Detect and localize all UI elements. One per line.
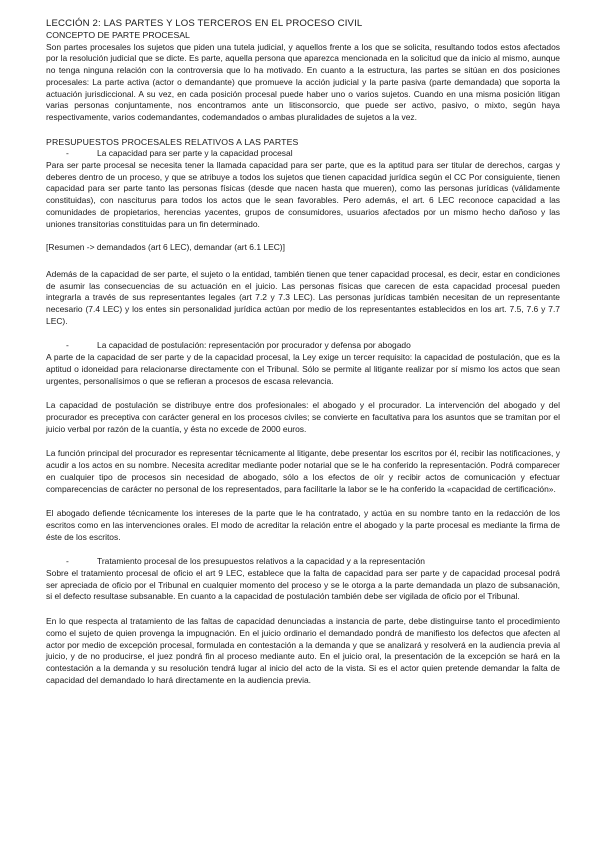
bullet-dash: - (66, 556, 69, 567)
bullet-dash: - (66, 340, 69, 351)
paragraph-capacidad-procesal: Además de la capacidad de ser parte, el sujeto o la entidad, también tienen que tener capacidad procesal, es decir, estar en condiciones de asumir las consecuencias de su actuación en el juicio. Las personas físicas que carecen de esta capacidad procesal pueden integrarla a través de sus representantes legales (art 7.2 y 7.3 LEC). Las personas jurídicas también necesitan de un representante necesario (7.4 LEC) y los entes sin personalidad jurídica actúan por medio de los representantes establecidos en los art. 7.5, 7.6 y 7.7 LEC). (46, 268, 560, 326)
bullet-label: La capacidad para ser parte y la capacidad procesal (97, 148, 293, 159)
paragraph-abogado: El abogado defiende técnicamente los intereses de la parte que le ha contratado, y actúa en su nombre tanto en la redacción de los escritos como en las intervenciones orales. El modo de acreditar la relación entre el abogado y la parte procesal es mediante la firma de éste de los escritos. (46, 508, 560, 542)
lesson-title: LECCIÓN 2: LAS PARTES Y LOS TERCEROS EN EL PROCESO CIVIL (46, 18, 363, 29)
bullet-label: Tratamiento procesal de los presupuestos relativos a la capacidad y a la representación (97, 556, 425, 567)
bullet-dash: - (66, 148, 69, 159)
paragraph-tratamiento: Sobre el tratamiento procesal de oficio el art 9 LEC, establece que la falta de capacidad para ser parte y de capacidad procesal podrá ser apreciada de oficio por el Tribunal en cualquier momento del proceso y se le otorga a la parte demandada un plazo de subsanación, si el defecto resultase subsanable. En cuanto a la capacidad de postulación también debe ser vigilada de oficio por el Tribunal. (46, 568, 560, 602)
paragraph-profesionales: La capacidad de postulación se distribuye entre dos profesionales: el abogado y el procurador. La intervención del abogado y del procurador es preceptiva con carácter general en los procesos civiles; se convierte en facultativa para los asuntos que se tramitan por el juicio verbal por razón de la cuantía, y ésta no excede de 2000 euros. (46, 400, 560, 434)
paragraph-instancia-parte: En lo que respecta al tratamiento de las faltas de capacidad denunciadas a instancia de parte, debe distinguirse tanto el procedimiento como el sujeto de quien provenga la impugnación. En el juicio ordinario el demandado pondrá de manifiesto los defectos que afecten al actor por medio de excepción procesal, formulada en contestación a la demanda y que se analizará y resolverá en la audiencia previa al juicio, y de no producirse, el juez pondrá fin al proceso mediante auto. En el juicio oral, la presentación de la excepción se hará en la contestación a la demanda y su resolución tendrá lugar al inicio del acto de la vista. Si es el actor quien pretende demandar la falta de capacidad del demandado lo hará directamente en la audiencia previa. (46, 616, 560, 685)
paragraph-postulacion: A parte de la capacidad de ser parte y de la capacidad procesal, la Ley exige un tercer requisito: la capacidad de postulación, que es la aptitud o idoneidad para relacionarse directamente con el Tribunal. Sólo se permite al litigante realizar por sí mismo los actos que sean urgentes, personalísimos o que se refieran a procesos de escasa relevancia. (46, 352, 560, 386)
bullet-label: La capacidad de postulación: representación por procurador y defensa por abogado (97, 340, 411, 351)
bullet-capacidad-parte (46, 148, 560, 160)
paragraph-procurador: La función principal del procurador es representar técnicamente al litigante, debe presentar los escritos por él, recibir las notificaciones, y acudir a los actos en su nombre. Necesita acreditar mediante poder notarial que se le ha conferido la representación. Podrá comparecer en cualquier tipo de procesos sin necesidad de abogado, sólo a los efectos de oír y recibir actos de comunicación y efectuar comparecencias de carácter no personal de los representados, para facilitarle la labor se le ha conferido la «capacidad de certificación». (46, 448, 560, 494)
bullet-tratamiento (46, 556, 560, 568)
paragraph-concepto-parte: Son partes procesales los sujetos que piden una tutela judicial, y aquellos frente a los que se solicita, resultando todos estos afectados por la resolución judicial que se dicte. Es parte, aquella persona que aparezca mencionada en la solicitud que da inicio al mismo, aunque no tenga ninguna relación con la controversia que lo ha motivado. En cuanto a la estructura, las partes se sitúan en dos posiciones procesales: La parte activa (actor o demandante) que promueve la acción judicial y la parte pasiva (parte demandada) que soporta la actuación jurisdiccional. A su vez, en cada posición procesal puede haber uno o varios sujetos. Cuando en una misma posición litigan varias personas conjuntamente, nos encontramos ante un litisconsorcio, que puede ser activo, pasivo, o mixto, según haya respectivamente, varios codemandantes, codemandados o ambas pluralidades de sujetos a la vez. (46, 41, 560, 122)
section-heading-presupuestos: PRESUPUESTOS PROCESALES RELATIVOS A LAS PARTES (46, 136, 299, 147)
paragraph-capacidad-parte: Para ser parte procesal se necesita tener la llamada capacidad para ser parte, que es la aptitud para ser titular de derechos, cargas y deberes dentro de un proceso, y que se atribuye a todos los sujetos que tienen capacidad jurídica según el CC Por consiguiente, tienen capacidad para ser parte tanto las personas físicas (desde que nacen hasta que mueren), como las personas jurídicas (válidamente constituidas), con nasciturus para todos los actos que le sean favorables. Pero además, el art. 6 LEC reconoce capacidad a las comunidades de propietarios, herencias yacentes, grupos de consumidores, usuarios afectados por un mismo hecho dañoso y las uniones transitorias constituidas para un fin determinado. (46, 160, 560, 229)
section-subtitle: CONCEPTO DE PARTE PROCESAL (46, 30, 190, 40)
bullet-postulacion (46, 340, 560, 352)
resumen-note: [Resumen -> demandados (art 6 LEC), demandar (art 6.1 LEC)] (46, 242, 285, 253)
